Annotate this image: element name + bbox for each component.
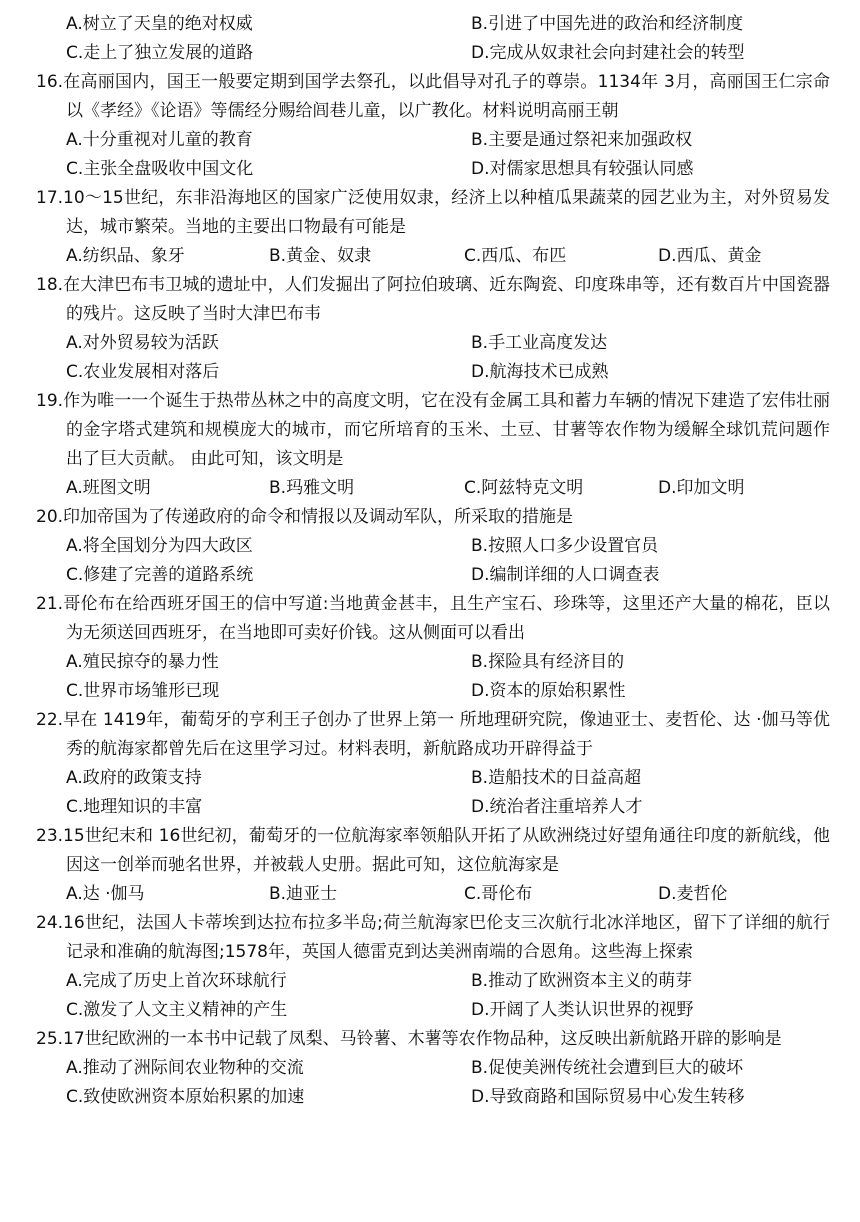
option-a: A.树立了天皇的绝对权威: [66, 14, 253, 34]
options: [36, 648, 830, 706]
option-c: C.农业发展相对落后: [66, 362, 220, 382]
option-c: C.西瓜、布匹: [464, 246, 567, 266]
question-stem: 19.作为唯一一个诞生于热带丛林之中的高度文明，它在没有金属工具和蓄力车辆的情况下建造了宏伟壮丽的金字塔式建筑和规模庞大的城市，而它所培育的玉米、土豆、甘薯等农作物为缓解全球饥荒问题作出了巨大贡献。 由此可知，该文明是: [36, 391, 830, 469]
option-b: B.主要是通过祭祀来加强政权: [471, 130, 693, 150]
question-25: [36, 1025, 830, 1112]
options: [36, 126, 830, 184]
question-24: [36, 909, 830, 1025]
option-b: B.黄金、奴隶: [269, 246, 372, 266]
options: [36, 329, 830, 387]
question-stem: 22.早在 1419年，葡萄牙的亨利王子创办了世界上第一 所地理研究院，像迪亚士、麦哲伦、达 ·伽马等优秀的航海家都曾先后在这里学习过。材料表明，新航路成功开辟得益于: [36, 710, 830, 759]
option-d: D.开阔了人类认识世界的视野: [471, 1000, 694, 1020]
option-d: D.西瓜、黄金: [658, 246, 762, 266]
question-stem: 16.在高丽国内，国王一般要定期到国学去祭孔，以此倡导对孔子的尊崇。1134年 3月，高丽国王仁宗命以《孝经》《论语》等儒经分赐给闾巷儿童，以广教化。材料说明高丽王朝: [36, 72, 830, 121]
partial-options-prev-question: [36, 10, 830, 68]
options: [36, 880, 830, 909]
option-a: A.对外贸易较为活跃: [66, 333, 219, 353]
question-stem: 25.17世纪欧洲的一本书中记载了凤梨、马铃薯、木薯等农作物品种，这反映出新航路开辟的影响是: [36, 1029, 782, 1049]
option-c: C.激发了人文主义精神的产生: [66, 1000, 288, 1020]
option-b: B.推动了欧洲资本主义的萌芽: [471, 971, 693, 991]
option-b: B.迪亚士: [269, 884, 338, 904]
option-b: B.玛雅文明: [269, 478, 355, 498]
option-a: A.推动了洲际间农业物种的交流: [66, 1058, 304, 1078]
option-d: D.印加文明: [658, 478, 745, 498]
option-d: D.对儒家思想具有较强认同感: [471, 159, 694, 179]
option-a: A.班图文明: [66, 478, 151, 498]
option-a: A.完成了历史上首次环球航行: [66, 971, 287, 991]
option-b: B.促使美洲传统社会遭到巨大的破坏: [471, 1058, 744, 1078]
option-c: C.地理知识的丰富: [66, 797, 203, 817]
question-stem: 24.16世纪，法国人卡蒂埃到达拉布拉多半岛;荷兰航海家巴伦支三次航行北冰洋地区，留下了详细的航行记录和准确的航海图;1578年，英国人德雷克到达美洲南端的合恩角。这些海上探索: [36, 913, 830, 962]
question-16: [36, 68, 830, 184]
option-b: B.手工业高度发达: [471, 333, 608, 353]
options: [36, 764, 830, 822]
option-b: B.按照人口多少设置官员: [471, 536, 659, 556]
question-21: [36, 590, 830, 706]
option-a: A.殖民掠夺的暴力性: [66, 652, 219, 672]
question-stem: 17.10～15世纪，东非沿海地区的国家广泛使用奴隶，经济上以种植瓜果蔬菜的园艺业为主，对外贸易发达，城市繁荣。当地的主要出口物最有可能是: [36, 188, 830, 237]
option-d: D.统治者注重培养人才: [471, 797, 643, 817]
question-20: [36, 503, 830, 590]
option-c: C.主张全盘吸收中国文化: [66, 159, 254, 179]
option-c: C.阿兹特克文明: [464, 478, 584, 498]
options: [36, 242, 830, 271]
options: [36, 1054, 830, 1112]
question-19: [36, 387, 830, 503]
option-a: A.将全国划分为四大政区: [66, 536, 253, 556]
options: [36, 532, 830, 590]
option-d: D.航海技术已成熟: [471, 362, 609, 382]
option-d: D.编制详细的人口调查表: [471, 565, 660, 585]
option-c: C.世界市场雏形已现: [66, 681, 220, 701]
question-stem: 20.印加帝国为了传递政府的命令和情报以及调动军队，所采取的措施是: [36, 507, 574, 527]
option-a: A.达 ·伽马: [66, 884, 145, 904]
option-c: C.哥伦布: [464, 884, 533, 904]
question-stem: 23.15世纪末和 16世纪初，葡萄牙的一位航海家率领船队开拓了从欧洲绕过好望角通往印度的新航线，他因这一创举而驰名世界，并被载人史册。据此可知，这位航海家是: [36, 826, 830, 875]
options: [36, 967, 830, 1025]
question-23: [36, 822, 830, 909]
option-b: B.引进了中国先进的政治和经济制度: [471, 14, 744, 34]
question-stem: 18.在大津巴布韦卫城的遗址中，人们发掘出了阿拉伯玻璃、近东陶瓷、印度珠串等，还有数百片中国瓷器的残片。这反映了当时大津巴布韦: [36, 275, 830, 324]
option-d: D.完成从奴隶社会向封建社会的转型: [471, 43, 745, 63]
question-22: [36, 706, 830, 822]
option-c: C.致使欧洲资本原始积累的加速: [66, 1087, 305, 1107]
option-d: D.麦哲伦: [658, 884, 728, 904]
option-d: D.资本的原始积累性: [471, 681, 626, 701]
options: [36, 474, 830, 503]
option-a: A.十分重视对儿童的教育: [66, 130, 253, 150]
option-a: A.纺织品、象牙: [66, 246, 185, 266]
option-a: A.政府的政策支持: [66, 768, 202, 788]
option-b: B.造船技术的日益高超: [471, 768, 642, 788]
option-b: B.探险具有经济目的: [471, 652, 625, 672]
question-17: [36, 184, 830, 271]
question-18: [36, 271, 830, 387]
question-stem: 21.哥伦布在给西班牙国王的信中写道:当地黄金甚丰，且生产宝石、珍珠等，这里还产大量的棉花，臣以为无须送回西班牙，在当地即可卖好价钱。这从侧面可以看出: [36, 594, 830, 643]
option-c: C.走上了独立发展的道路: [66, 43, 254, 63]
option-d: D.导致商路和国际贸易中心发生转移: [471, 1087, 745, 1107]
option-c: C.修建了完善的道路系统: [66, 565, 254, 585]
